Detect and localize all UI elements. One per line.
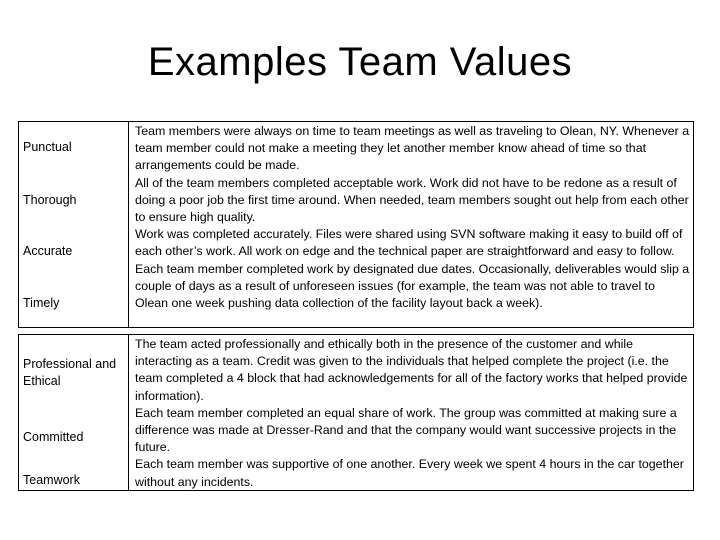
description-accurate: Work was completed accurately. Files were shared using SVN software making it easy to build off of each other’s work. All work on edge and the technical paper are straightforward and easy to follow.	[135, 227, 683, 259]
description-thorough: All of the team members completed acceptable work. Work did not have to be redone as a result of doing a poor job the first time around. When needed, team members sought out help from each other to ensure high quality.	[135, 175, 689, 225]
value-labels-column	[19, 122, 129, 327]
description-committed: Each team member completed an equal share of work. The group was committed at making sure a difference was made at Dresser-Rand and that the company would want successive projects in the future.	[135, 405, 677, 455]
label-timely: Timely	[23, 296, 60, 310]
label-professional-ethical: Professional and Ethical	[23, 357, 117, 388]
label-committed: Committed	[23, 430, 84, 444]
value-descriptions-column	[129, 335, 693, 490]
label-accurate: Accurate	[23, 244, 73, 258]
description-timely: Each team member completed work by designated due dates. Occasionally, deliverables would slip a couple of days as a result of unforeseen issues (for example, the team was not able to travel to Olean one week pushing data collection of the facility layout back a week).	[135, 261, 690, 311]
slide-title: Examples Team Values	[147, 40, 573, 84]
label-thorough: Thorough	[23, 193, 77, 207]
values-table-block-2	[18, 334, 694, 491]
description-teamwork: Each team member was supportive of one another. Every week we spent 4 hours in the car together without any incidents.	[135, 457, 684, 489]
value-labels-column	[19, 335, 129, 490]
value-descriptions-column	[129, 122, 693, 327]
label-punctual: Punctual	[23, 140, 72, 154]
values-table	[18, 121, 694, 491]
description-professional-ethical: The team acted professionally and ethically both in the presence of the customer and while interacting as a team. Credit was given to the individuals that helped complete the project (i.e. the team completed a 4 block that had acknowledgements for all of the factory works that helped provide information).	[135, 337, 688, 403]
values-table-block-1	[18, 121, 694, 328]
label-teamwork: Teamwork	[23, 473, 80, 487]
description-punctual: Team members were always on time to team meetings as well as traveling to Olean, NY. Whenever a team member could not make a meeting they let another member know ahead of time so that arrangements could be made.	[135, 124, 690, 173]
